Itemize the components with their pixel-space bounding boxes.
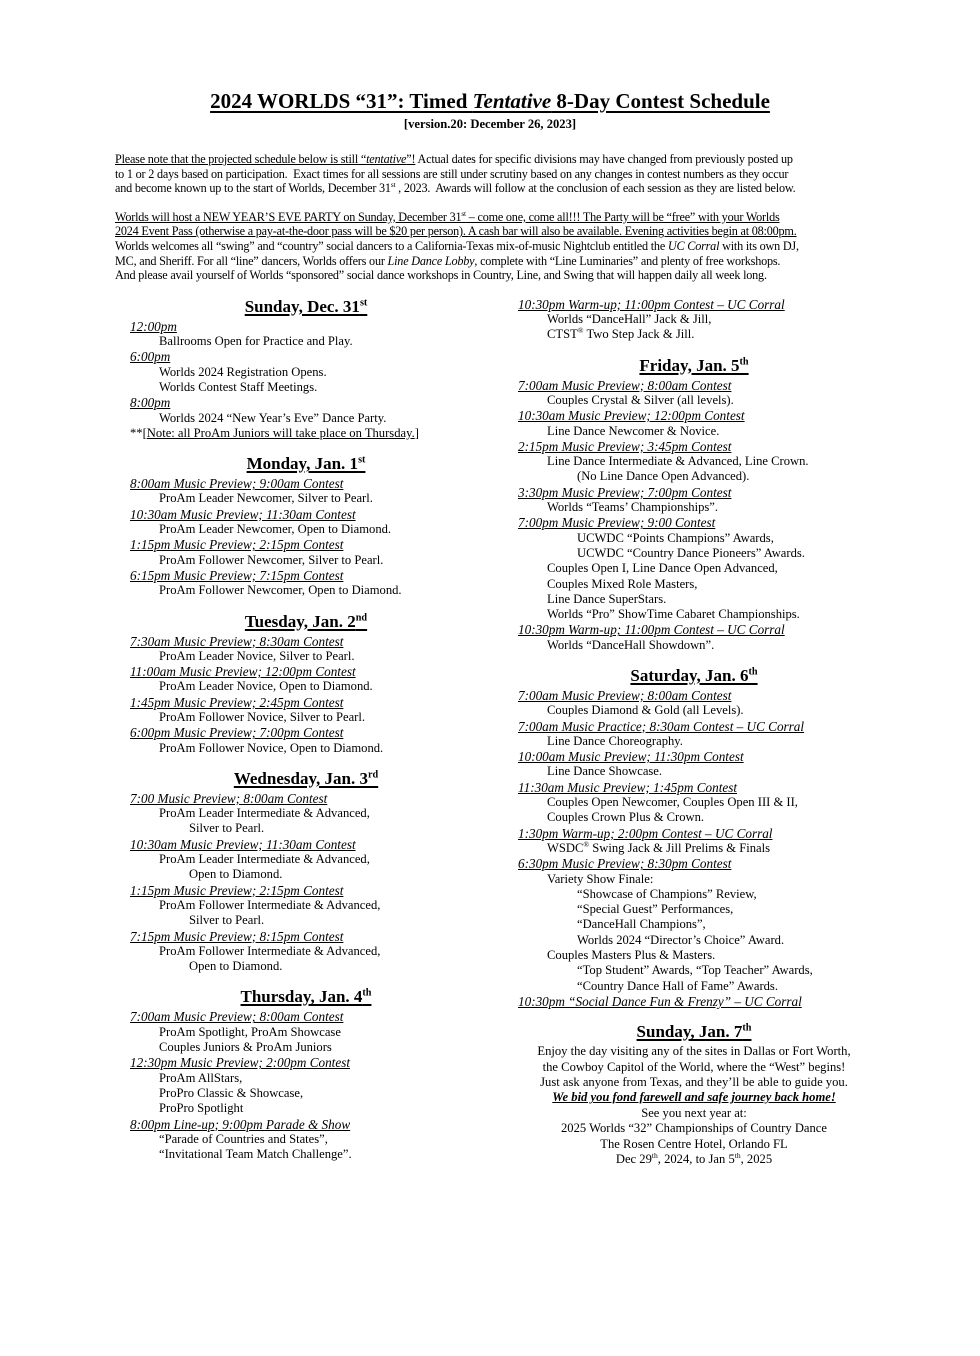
session-item: ProAm AllStars, [159, 1070, 243, 1085]
intro-line: Worlds welcomes all “swing” and “country” social dancers to a California-Texas mix-of-music Nightclub entitled the UC Corral with its own DJ, [115, 238, 799, 253]
session-item: Line Dance Intermediate & Advanced, Line Crown. [547, 454, 809, 469]
closing-line: The Rosen Centre Hotel, Orlando FL [600, 1136, 788, 1151]
schedule-column-right [518, 297, 870, 1168]
session-item: “Invitational Team Match Challenge”. [159, 1147, 352, 1162]
session-item: ProAm Follower Novice, Open to Diamond. [159, 740, 384, 755]
session-header: 1:15pm Music Preview; 2:15pm Contest [130, 882, 344, 898]
doc-title: 2024 WORLDS “31”: Timed Tentative 8-Day Contest Schedule [210, 89, 770, 113]
session-header: 1:30pm Warm-up; 2:00pm Contest – UC Corral [518, 825, 773, 841]
session-item: Open to Diamond. [189, 959, 283, 974]
session-header: 10:30pm Warm-up; 11:00pm Contest – UC Corral [518, 296, 785, 312]
session-item: Line Dance SuperStars. [547, 591, 667, 606]
session-header: 7:15pm Music Preview; 8:15pm Contest [130, 928, 344, 944]
session-item: Silver to Pearl. [189, 913, 265, 928]
session-item: ProAm Leader Newcomer, Silver to Pearl. [159, 491, 373, 506]
session-item: ProPro Spotlight [159, 1101, 244, 1116]
session-item: ProAm Follower Novice, Silver to Pearl. [159, 709, 366, 724]
intro-line: And please avail yourself of Worlds “sponsored” social dance workshops in Country, Line, and Swing that will happen daily all week long. [115, 268, 767, 283]
session-item: Line Dance Newcomer & Novice. [547, 423, 720, 438]
session-item: Couples Masters Plus & Masters. [547, 948, 716, 963]
session-item: Couples Open Newcomer, Couples Open III & II, [547, 795, 798, 810]
session-header: 12:00pm [130, 318, 177, 334]
session-header: 11:00am Music Preview; 12:00pm Contest [130, 664, 356, 680]
schedule-note: **[Note: all ProAm Juniors will take place on Thursday.] [130, 425, 419, 440]
closing-line: See you next year at: [641, 1105, 747, 1120]
session-item: Silver to Pearl. [189, 821, 265, 836]
session-header: 7:00am Music Preview; 8:00am Contest [518, 377, 732, 393]
session-item: ProAm Follower Intermediate & Advanced, [159, 897, 381, 912]
session-header: 10:30am Music Preview; 11:30am Contest [130, 506, 356, 522]
session-item: Worlds 2024 Registration Opens. [159, 364, 327, 379]
session-item: Couples Open I, Line Dance Open Advanced, [547, 561, 778, 576]
session-item: ProAm Follower Intermediate & Advanced, [159, 943, 381, 958]
schedule-columns [130, 297, 980, 1168]
session-item: ProAm Leader Intermediate & Advanced, [159, 852, 370, 867]
intro-line: MC, and Sheriff. For all “line” dancers, Worlds offers our Line Dance Lobby, complete with “Line Luminaries” and plenty of free workshops. [115, 253, 781, 268]
session-item: Worlds “Teams’ Championships”. [547, 500, 719, 515]
session-item: Couples Diamond & Gold (all Levels). [547, 703, 744, 718]
session-header: 2:15pm Music Preview; 3:45pm Contest [518, 438, 732, 454]
session-header: 7:00 Music Preview; 8:00am Contest [130, 790, 328, 806]
day-heading: Tuesday, Jan. 2nd [244, 611, 368, 631]
intro-paragraphs [115, 152, 895, 283]
session-item: ProAm Leader Newcomer, Open to Diamond. [159, 522, 392, 537]
session-header: 10:30pm Warm-up; 11:00pm Contest – UC Corral [518, 622, 785, 638]
intro-paragraph [115, 210, 895, 283]
session-header: 7:00am Music Preview; 8:00am Contest [130, 1009, 344, 1025]
version-line: [version.20: December 26, 2023] [403, 117, 577, 131]
session-item: Worlds “DanceHall Showdown”. [547, 637, 715, 652]
session-item: “Top Student” Awards, “Top Teacher” Awards, [577, 963, 813, 978]
intro-line: Worlds will host a NEW YEAR’S EVE PARTY on Sunday, December 31st – come one, come all!!! The Party will be “free” with your Worlds [115, 208, 780, 224]
closing-line: Just ask anyone from Texas, and they’ll be able to guide you. [540, 1075, 848, 1090]
session-item: ProAm Follower Newcomer, Open to Diamond. [159, 583, 402, 598]
session-header: 1:15pm Music Preview; 2:15pm Contest [130, 537, 344, 553]
intro-line: to 1 or 2 days based on participation. Exact times for all sessions are still under scrutiny based on any changes in contest numbers as they occur [115, 166, 789, 181]
session-item: “Parade of Countries and States”, [159, 1131, 328, 1146]
session-item: ProAm Leader Novice, Silver to Pearl. [159, 648, 355, 663]
session-item: “Country Dance Hall of Fame” Awards. [577, 978, 778, 993]
closing-line: Enjoy the day visiting any of the sites in Dallas or Fort Worth, [537, 1044, 851, 1059]
session-header: 10:00am Music Preview; 11:30pm Contest [518, 749, 744, 765]
session-header: 7:00pm Music Preview; 9:00 Contest [518, 515, 716, 531]
session-item: Line Dance Choreography. [547, 733, 683, 748]
closing-line: Dec 29th, 2024, to Jan 5th, 2025 [615, 1150, 773, 1167]
session-header: 12:30pm Music Preview; 2:00pm Contest [130, 1055, 350, 1071]
closing-line: 2025 Worlds “32” Championships of Country Dance [561, 1121, 827, 1136]
session-header: 10:30am Music Preview; 12:00pm Contest [518, 408, 745, 424]
session-item: UCWDC “Points Champions” Awards, [577, 530, 774, 545]
document-page [0, 88, 980, 1356]
session-header: 8:00am Music Preview; 9:00am Contest [130, 476, 344, 492]
session-item: Worlds 2024 “New Year’s Eve” Dance Party. [159, 410, 387, 425]
session-item: WSDC® Swing Jack & Jill Prelims & Finals [547, 839, 770, 855]
day-heading: Thursday, Jan. 4th [240, 987, 372, 1007]
session-item: Line Dance Showcase. [547, 764, 663, 779]
session-item: “DanceHall Champions”, [577, 917, 706, 932]
session-item: Ballrooms Open for Practice and Play. [159, 334, 353, 349]
session-item: “Showcase of Champions” Review, [577, 886, 757, 901]
session-header: 1:45pm Music Preview; 2:45pm Contest [130, 694, 344, 710]
session-item: UCWDC “Country Dance Pioneers” Awards. [577, 545, 805, 560]
session-item: Worlds “DanceHall” Jack & Jill, [547, 312, 712, 327]
session-header: 8:00pm Line-up; 9:00pm Parade & Show [130, 1116, 351, 1132]
session-item: ProAm Spotlight, ProAm Showcase [159, 1024, 341, 1039]
session-item: Couples Crown Plus & Crown. [547, 810, 705, 825]
session-item: ProAm Leader Novice, Open to Diamond. [159, 679, 373, 694]
session-item: “Special Guest” Performances, [577, 902, 734, 917]
session-item: Worlds 2024 “Director’s Choice” Award. [577, 932, 785, 947]
session-item: Worlds Contest Staff Meetings. [159, 379, 318, 394]
session-header: 3:30pm Music Preview; 7:00pm Contest [518, 484, 732, 500]
day-heading: Sunday, Jan. 7th [636, 1022, 752, 1042]
intro-paragraph [115, 152, 895, 196]
session-item: Couples Juniors & ProAm Juniors [159, 1040, 332, 1055]
closing-block [518, 1044, 870, 1167]
session-header: 6:00pm Music Preview; 7:00pm Contest [130, 725, 344, 741]
session-header: 10:30am Music Preview; 11:30am Contest [130, 836, 356, 852]
session-header: 8:00pm [130, 395, 171, 411]
day-heading: Sunday, Dec. 31st [244, 296, 368, 316]
session-item: ProAm Leader Intermediate & Advanced, [159, 806, 370, 821]
intro-line: 2024 Event Pass (otherwise a pay-at-the-door pass will be $20 per person). A cash bar will also be available. Evening activities begin at 08:00pm. [115, 224, 797, 239]
session-item: ProPro Classic & Showcase, [159, 1085, 304, 1100]
session-item: Couples Crystal & Silver (all levels). [547, 392, 734, 407]
schedule-column-left [130, 297, 482, 1163]
day-heading: Friday, Jan. 5th [639, 355, 749, 375]
session-header: 10:30pm “Social Dance Fun & Frenzy” – UC Corral [518, 993, 802, 1009]
session-item: ProAm Follower Newcomer, Silver to Pearl. [159, 552, 384, 567]
session-item: Worlds “Pro” ShowTime Cabaret Championships. [547, 607, 800, 622]
session-header: 6:00pm [130, 349, 171, 365]
intro-line: and become known up to the start of Worlds, December 31st , 2023. Awards will follow at the conclusion of each session as they are listed below. [115, 180, 796, 196]
session-item: Variety Show Finale: [547, 871, 654, 886]
session-header: 6:15pm Music Preview; 7:15pm Contest [130, 567, 344, 583]
session-item: CTST® Two Step Jack & Jill. [547, 326, 695, 342]
closing-line: the Cowboy Capitol of the World, where the “West” begins! [542, 1059, 846, 1074]
closing-line: We bid you fond farewell and safe journey back home! [552, 1090, 836, 1105]
session-item: Open to Diamond. [189, 867, 283, 882]
session-header: 11:30am Music Preview; 1:45pm Contest [518, 779, 738, 795]
intro-line: Please note that the projected schedule below is still “tentative”! Actual dates for specific divisions may have changed from previously posted up [115, 152, 793, 166]
session-item: (No Line Dance Open Advanced). [577, 469, 750, 484]
day-heading: Monday, Jan. 1st [246, 454, 366, 474]
session-header: 6:30pm Music Preview; 8:30pm Contest [518, 856, 732, 872]
session-header: 7:30am Music Preview; 8:30am Contest [130, 633, 344, 649]
session-header: 7:00am Music Practice; 8:30am Contest – UC Corral [518, 718, 805, 734]
session-item: Couples Mixed Role Masters, [547, 576, 698, 591]
session-header: 7:00am Music Preview; 8:00am Contest [518, 687, 732, 703]
day-heading: Wednesday, Jan. 3rd [233, 768, 379, 788]
day-heading: Saturday, Jan. 6th [630, 665, 758, 685]
